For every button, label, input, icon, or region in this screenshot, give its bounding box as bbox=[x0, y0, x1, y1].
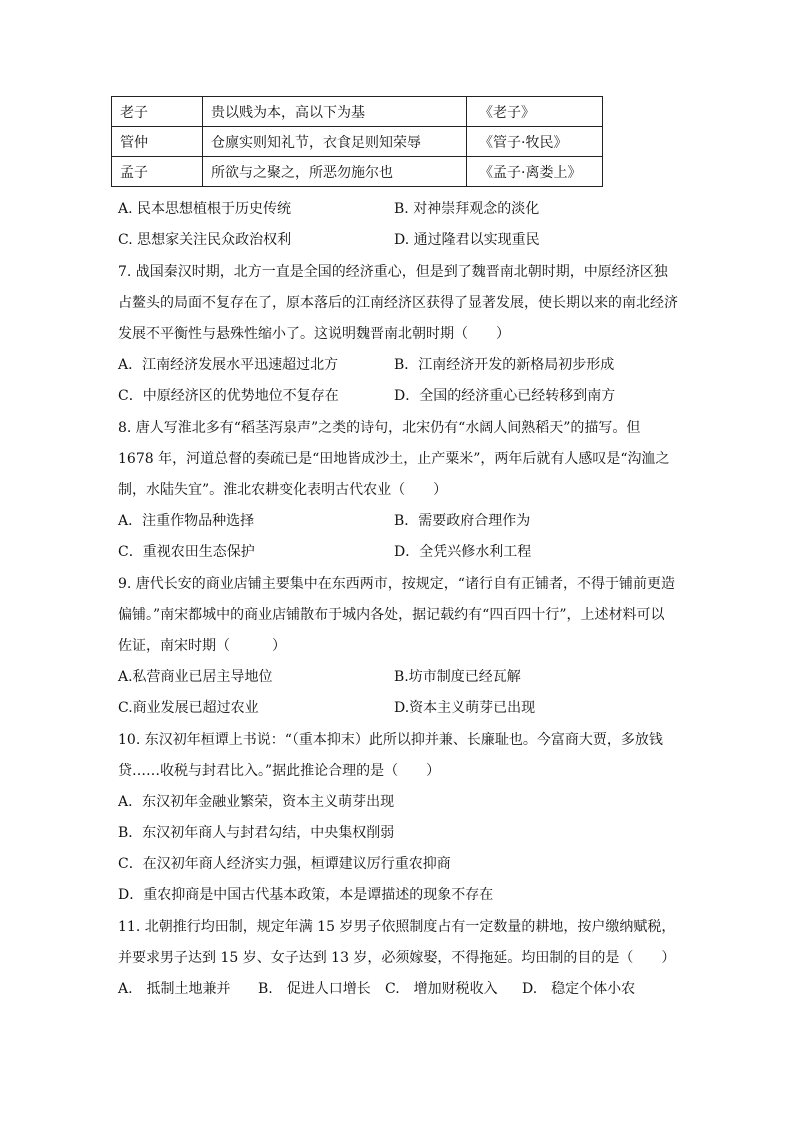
q10-option-a: A．东汉初年金融业繁荣，资本主义萌芽出现 bbox=[118, 794, 395, 810]
table-cell-quote: 贵以贱为本，高以下为基 bbox=[203, 97, 467, 127]
table-cell-quote: 所欲与之聚之，所恶勿施尔也 bbox=[203, 157, 467, 187]
q11-stem-line: 11. 北朝推行均田制，规定年满 15 岁男子依照制度占有一定数量的耕地，按户缴纳赋税， bbox=[118, 919, 676, 935]
q9-option-c: C.商业发展已超过农业 bbox=[118, 700, 259, 716]
q9-stem-line: 9. 唐代长安的商业店铺主要集中在东西两市，按规定，“诸行自有正铺者，不得于铺前更造 bbox=[118, 576, 675, 592]
quote-table bbox=[111, 96, 603, 187]
q7-option-d: D．全国的经济重心已经转移到南方 bbox=[394, 388, 616, 404]
q10-option-b: B．东汉初年商人与封君勾结，中央集权削弱 bbox=[118, 825, 395, 841]
q9-option-b: B.坊市制度已经瓦解 bbox=[394, 669, 521, 685]
table-cell-person: 孟子 bbox=[112, 157, 203, 187]
q9-option-d: D.资本主义萌芽已出现 bbox=[394, 700, 536, 716]
table-row bbox=[112, 127, 603, 157]
q11-option-c: C. 增加财税收入 bbox=[385, 981, 498, 997]
q9-stem-line: 佐证，南宋时期（ ） bbox=[118, 638, 286, 654]
q7-option-b: B．江南经济开发的新格局初步形成 bbox=[394, 357, 615, 373]
q9-option-a: A.私营商业已居主导地位 bbox=[118, 669, 273, 685]
q11-option-a: A. 抵制土地兼并 bbox=[118, 981, 231, 997]
q10-option-d: D．重农抑商是中国古代基本政策，本是谭描述的现象不存在 bbox=[118, 887, 494, 903]
q6-option-a: A. 民本思想植根于历史传统 bbox=[118, 201, 292, 217]
q8-option-d: D．全凭兴修水利工程 bbox=[394, 544, 532, 560]
q7-stem-line: 占鳌头的局面不复存在了，原本落后的江南经济区获得了显著发展，使长期以来的南北经济 bbox=[118, 295, 678, 311]
q8-stem-line: 1678 年，河道总督的奏疏已是“田地皆成沙土，止产粟米”，两年后就有人感叹是“沟洫之 bbox=[118, 451, 670, 467]
q11-stem-line: 并要求男子达到 15 岁、女子达到 13 岁，必须嫁娶，不得拖延。均田制的目的是（ ） bbox=[118, 950, 676, 966]
q10-stem-line: 贷……收税与封君比入。”据此推论合理的是（ ） bbox=[118, 763, 441, 779]
table-cell-source: 《管子·牧民》 bbox=[467, 127, 603, 157]
q8-option-b: B．需要政府合理作为 bbox=[394, 513, 531, 529]
q11-option-b: B. 促进人口增长 bbox=[258, 981, 371, 997]
q11-option-d: D. 稳定个体小农 bbox=[522, 981, 636, 997]
q8-option-c: C．重视农田生态保护 bbox=[118, 544, 255, 560]
q8-stem-line: 8. 唐人写淮北多有“稻茎泻泉声”之类的诗句，北宋仍有“水阔人间熟稻天”的描写。但 bbox=[118, 420, 641, 436]
q10-stem-line: 10. 东汉初年桓谭上书说：“（重本抑末）此所以抑并兼、长廉耻也。今富商大贾，多放钱 bbox=[118, 732, 663, 748]
q7-option-c: C．中原经济区的优势地位不复存在 bbox=[118, 388, 339, 404]
table-cell-source: 《孟子·离娄上》 bbox=[467, 157, 603, 187]
q7-stem-line: 发展不平衡性与悬殊性缩小了。这说明魏晋南北朝时期（ ） bbox=[118, 326, 510, 342]
q9-stem-line: 偏铺。”南宋都城中的商业店铺散布于城内各处，据记载约有“四百四十行”，上述材料可以 bbox=[118, 607, 665, 623]
table-cell-person: 管仲 bbox=[112, 127, 203, 157]
table-row bbox=[112, 97, 603, 127]
table-row bbox=[112, 157, 603, 187]
q6-option-d: D. 通过隆君以实现重民 bbox=[394, 232, 540, 248]
table-cell-person: 老子 bbox=[112, 97, 203, 127]
q10-option-c: C．在汉初年商人经济实力强，桓谭建议厉行重农抑商 bbox=[118, 856, 451, 872]
q8-option-a: A．注重作物品种选择 bbox=[118, 513, 255, 529]
q7-stem-line: 7. 战国秦汉时期，北方一直是全国的经济重心，但是到了魏晋南北朝时期，中原经济区独 bbox=[118, 264, 668, 280]
q8-stem-line: 制，水陆失宜”。淮北农耕变化表明古代农业（ ） bbox=[118, 482, 448, 498]
table-cell-source: 《老子》 bbox=[467, 97, 603, 127]
q6-option-c: C. 思想家关注民众政治权利 bbox=[118, 232, 292, 248]
q7-option-a: A．江南经济发展水平迅速超过北方 bbox=[118, 357, 339, 373]
q6-option-b: B. 对神崇拜观念的淡化 bbox=[394, 201, 540, 217]
table-cell-quote: 仓廪实则知礼节，衣食足则知荣辱 bbox=[203, 127, 467, 157]
